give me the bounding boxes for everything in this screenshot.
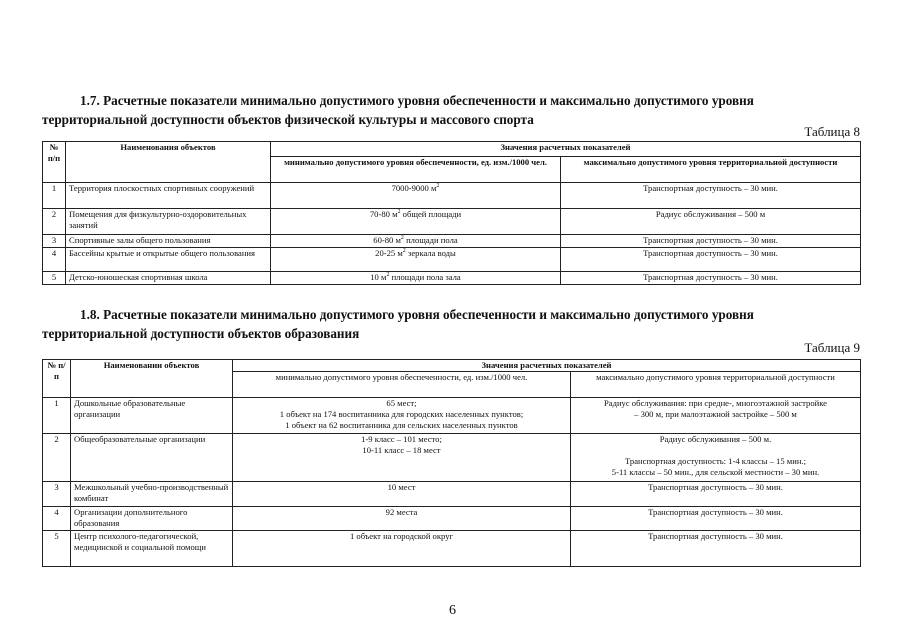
table-row bbox=[43, 235, 861, 248]
row-num: 2 bbox=[43, 434, 71, 482]
row-min-value: 10 $м^2$ площади пола зала bbox=[271, 272, 561, 285]
row-max-value: Транспортная доступность – 30 мин. bbox=[561, 248, 861, 272]
table-9 bbox=[42, 359, 861, 567]
header-min-level: минимально допустимого уровня обеспеченности, ед. изм./1000 чел. bbox=[271, 157, 561, 183]
row-min-value: 70-80 $м^2$ общей площади bbox=[271, 209, 561, 235]
row-num: 3 bbox=[43, 235, 66, 248]
header-min-level: минимально допустимого уровня обеспеченности, ед. изм./1000 чел. bbox=[233, 372, 571, 398]
header-values: Значения расчетных показателей bbox=[233, 360, 861, 372]
section-heading-1-8 bbox=[42, 305, 862, 343]
section-heading-1-7 bbox=[42, 91, 862, 129]
row-name: Центр психолого-педагогической, медицинской и социальной помощи bbox=[71, 531, 233, 567]
row-name: Дошкольные образовательные организации bbox=[71, 398, 233, 434]
header-max-level: максимально допустимого уровня территориальной доступности bbox=[571, 372, 861, 398]
table-row bbox=[43, 531, 861, 567]
heading-line: территориальной доступности объектов физической культуры и массового спорта bbox=[42, 112, 534, 127]
table-row bbox=[43, 507, 861, 531]
row-min-value: 20-25 $м^2$ зеркала воды bbox=[271, 248, 561, 272]
row-name: Территория плоскостных спортивных сооружений bbox=[66, 183, 271, 209]
row-min-value: 10 мест bbox=[233, 482, 571, 507]
row-num: 1 bbox=[43, 398, 71, 434]
row-name: Организации дополнительного образования bbox=[71, 507, 233, 531]
table-label-8: Таблица 8 bbox=[804, 124, 860, 139]
row-num: 4 bbox=[43, 248, 66, 272]
header-name: Наименовании объектов bbox=[71, 360, 233, 398]
row-min-value: 92 места bbox=[233, 507, 571, 531]
row-name: Межшкольный учебно-производственный комбинат bbox=[71, 482, 233, 507]
row-max-value: Радиус обслуживания – 500 м bbox=[561, 209, 861, 235]
row-num: 5 bbox=[43, 531, 71, 567]
table-8 bbox=[42, 141, 861, 285]
table-row bbox=[43, 272, 861, 285]
row-max-value: Транспортная доступность – 30 мин. bbox=[571, 507, 861, 531]
table-row bbox=[43, 183, 861, 209]
row-max-value: Транспортная доступность – 30 мин. bbox=[571, 531, 861, 567]
row-num: 1 bbox=[43, 183, 66, 209]
row-name: Общеобразовательные организации bbox=[71, 434, 233, 482]
row-max-value: Радиус обслуживания: при средне-, многоэтажной застройке – 300 м, при малоэтажной застройке – 500 м bbox=[571, 398, 861, 434]
table-row bbox=[43, 434, 861, 482]
row-name: Спортивные залы общего пользования bbox=[66, 235, 271, 248]
header-values: Значения расчетных показателей bbox=[271, 142, 861, 157]
header-name: Наименования объектов bbox=[66, 142, 271, 183]
heading-line: 1.8. Расчетные показатели минимально допустимого уровня обеспеченности и максимально допустимого уровня bbox=[80, 307, 754, 322]
table-row bbox=[43, 482, 861, 507]
row-name: Помещения для физкультурно-оздоровительных занятий bbox=[66, 209, 271, 235]
row-name: Детско-юношеская спортивная школа bbox=[66, 272, 271, 285]
header-num: № п/п bbox=[43, 142, 66, 183]
row-max-value: Транспортная доступность – 30 мин. bbox=[561, 272, 861, 285]
table-label-9: Таблица 9 bbox=[804, 340, 860, 355]
row-num: 3 bbox=[43, 482, 71, 507]
header-max-level: максимально допустимого уровня территориальной доступности bbox=[561, 157, 861, 183]
row-min-value: 7000-9000 $м^2$ bbox=[271, 183, 561, 209]
row-max-value: Транспортная доступность – 30 мин. bbox=[561, 183, 861, 209]
table-row bbox=[43, 209, 861, 235]
row-max-value: Радиус обслуживания – 500 м. Транспортная доступность: 1-4 классы – 15 мин.; 5-11 классы – 50 мин., для сельской местности – 30 мин. bbox=[571, 434, 861, 482]
row-num: 4 bbox=[43, 507, 71, 531]
row-max-value: Транспортная доступность – 30 мин. bbox=[561, 235, 861, 248]
row-min-value: 60-80 $м^2$ площади пола bbox=[271, 235, 561, 248]
table-row bbox=[43, 248, 861, 272]
row-min-value: 1-9 класс – 101 место; 10-11 класс – 18 мест bbox=[233, 434, 571, 482]
heading-line: территориальной доступности объектов образования bbox=[42, 326, 360, 341]
row-min-value: 65 мест; 1 объект на 174 воспитанника для городских населенных пунктов; 1 объект на 62 воспитанника для сельских населенных пунктов bbox=[233, 398, 571, 434]
page-number: 6 bbox=[449, 603, 456, 618]
heading-line: 1.7. Расчетные показатели минимально допустимого уровня обеспеченности и максимально допустимого уровня bbox=[80, 93, 754, 108]
row-min-value: 1 объект на городской округ bbox=[233, 531, 571, 567]
row-num: 2 bbox=[43, 209, 66, 235]
table-row bbox=[43, 398, 861, 434]
row-num: 5 bbox=[43, 272, 66, 285]
row-name: Бассейны крытые и открытые общего пользования bbox=[66, 248, 271, 272]
row-max-value: Транспортная доступность – 30 мин. bbox=[571, 482, 861, 507]
header-num: № п/п bbox=[43, 360, 71, 398]
